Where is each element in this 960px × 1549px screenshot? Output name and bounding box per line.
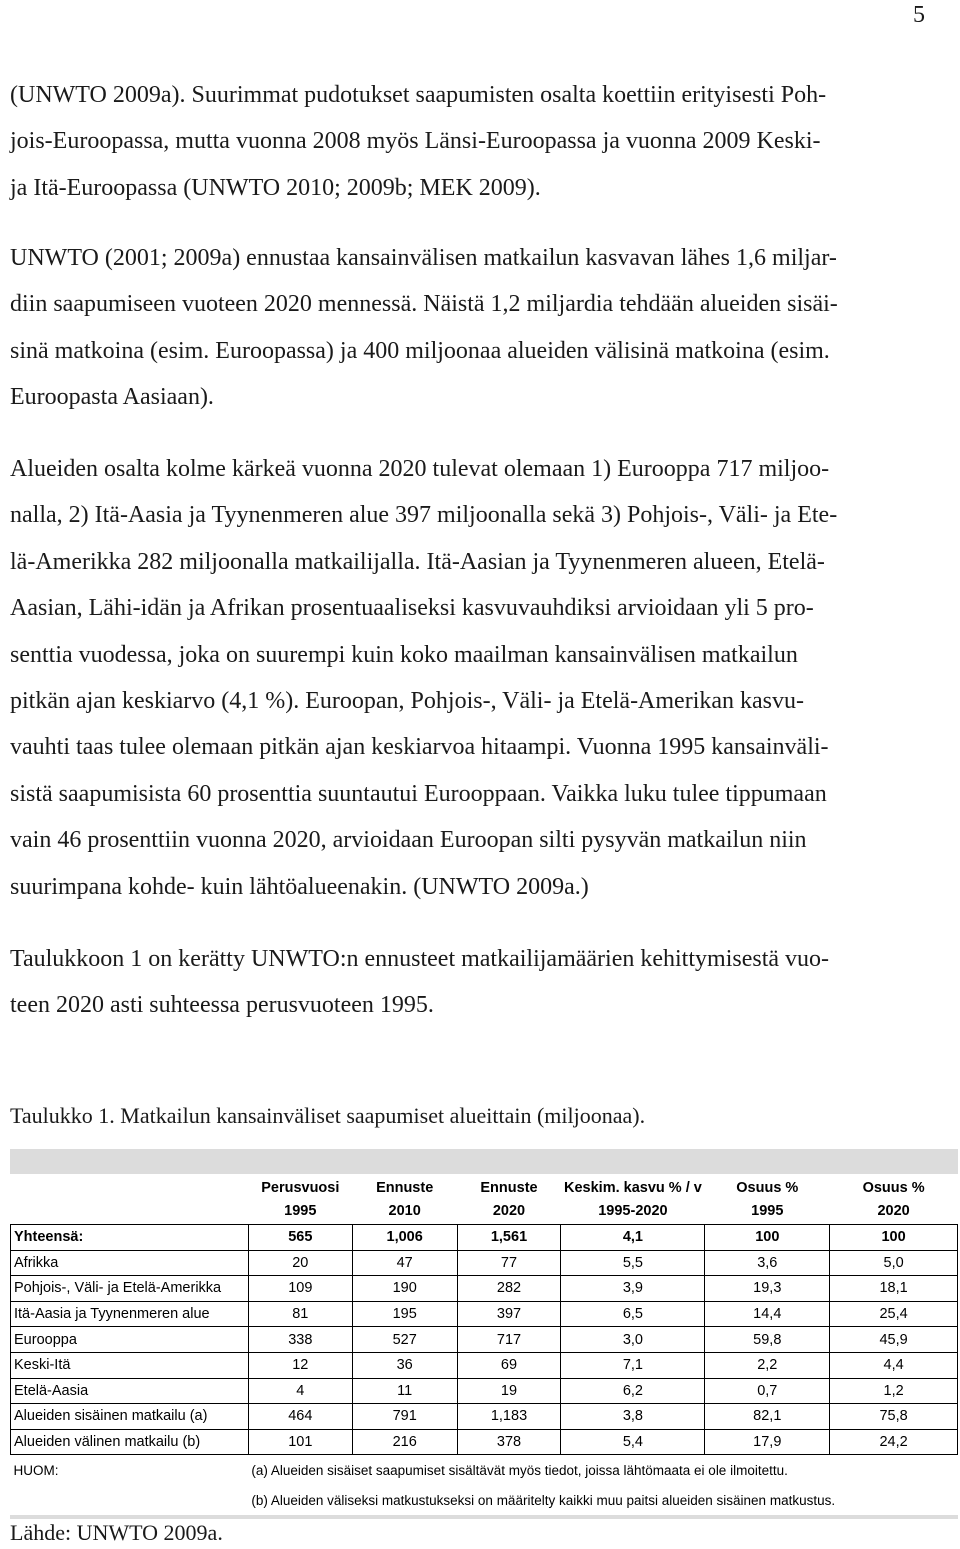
page-number: 5 [913, 2, 925, 28]
table-note: (b) Alueiden väliseksi matkustukseksi on määritelty kaikki muu paitsi alueiden sisäinen matkustus. [251, 1492, 836, 1508]
text-line: jois-Euroopassa, mutta vuonna 2008 myös Länsi-Euroopassa ja vuonna 2009 Keski- [10, 128, 821, 155]
table-cell: 6,5 [561, 1301, 705, 1327]
table-cell: 4,1 [561, 1225, 705, 1251]
column-header: Perusvuosi [261, 1179, 340, 1196]
table-cell: 1,561 [457, 1225, 561, 1251]
table-cell: 82,1 [705, 1404, 830, 1430]
text-line: Taulukkoon 1 on kerätty UNWTO:n ennusteet matkailijamäärien kehittymisestä vuo- [10, 946, 829, 972]
table-cell: 36 [352, 1352, 457, 1378]
table-cell: 101 [248, 1429, 352, 1455]
table-cell: 17,9 [705, 1429, 830, 1455]
table-cell: 1,2 [830, 1378, 958, 1404]
text-line: senttia vuodessa, joka on suurempi kuin koko maailman kansainvälisen matkailun [10, 641, 798, 668]
table-cell: 45,9 [830, 1327, 958, 1353]
table-cell: 2,2 [705, 1352, 830, 1378]
text-line: lä-Amerikka 282 miljoonalla matkailijalla. Itä-Aasian ja Tyynenmeren alueen, Etelä- [10, 548, 825, 575]
table-cell: 565 [248, 1225, 352, 1251]
table-row [11, 1276, 958, 1302]
table-cell: 47 [352, 1250, 457, 1276]
table-row [11, 1352, 958, 1378]
table-cell: 3,0 [561, 1327, 705, 1353]
table-cell: 11 [352, 1378, 457, 1404]
table-cell: 100 [705, 1225, 830, 1251]
table-cell: 5,0 [830, 1250, 958, 1276]
row-label: Alueiden sisäinen matkailu (a) [11, 1404, 249, 1430]
text-line: pitkän ajan keskiarvo (4,1 %). Euroopan, Pohjois-, Väli- ja Etelä-Amerikan kasvu- [10, 688, 805, 715]
paragraph-1 [10, 72, 925, 211]
text-line: vain 46 prosenttiin vuonna 2020, arvioidaan Euroopan silti pysyvän matkailun niin [10, 827, 807, 854]
column-subheader: 2020 [457, 1199, 561, 1225]
table-cell: 25,4 [830, 1301, 958, 1327]
table-cell: 464 [248, 1404, 352, 1430]
table-cell: 19,3 [705, 1276, 830, 1302]
table-cell: 282 [457, 1276, 561, 1302]
column-subheader: 1995-2020 [561, 1199, 705, 1225]
table-cell: 81 [248, 1301, 352, 1327]
table-cell: 75,8 [830, 1404, 958, 1430]
table-cell: 216 [352, 1429, 457, 1455]
text-line: sistä saapumisista 60 prosenttia suuntautui Eurooppaan. Vaikka luku tulee tippumaan [10, 780, 827, 807]
table-row [11, 1378, 958, 1404]
text-line: sinä matkoina (esim. Euroopassa) ja 400 miljoonaa alueiden välisinä matkoina (esim. [10, 337, 830, 364]
note-spacer [11, 1485, 249, 1515]
text-line: Aasian, Lähi-idän ja Afrikan prosentuaaliseksi kasvuvauhdiksi arvioidaan yli 5 pro- [10, 595, 814, 622]
table-cell: 527 [352, 1327, 457, 1353]
paragraph-3 [10, 446, 925, 910]
header-corner [11, 1199, 249, 1225]
table-note: (a) Alueiden sisäiset saapumiset sisältävät myös tiedot, joissa lähtömaata ei ole ilmoitettu. [248, 1455, 957, 1486]
row-label: Pohjois-, Väli- ja Etelä-Amerikka [11, 1276, 249, 1302]
row-label: Keski-Itä [11, 1352, 249, 1378]
text-line: vauhti taas tulee olemaan pitkän ajan keskiarvoa hitaampi. Vuonna 1995 kansainväli- [10, 734, 829, 761]
table-cell: 195 [352, 1301, 457, 1327]
table-cell: 190 [352, 1276, 457, 1302]
table-cell: 397 [457, 1301, 561, 1327]
table-cell: 3,9 [561, 1276, 705, 1302]
header-corner [11, 1174, 249, 1199]
row-label: Yhteensä: [11, 1225, 249, 1251]
column-header: Osuus % [862, 1179, 925, 1196]
table-row [11, 1327, 958, 1353]
table-cell: 20 [248, 1250, 352, 1276]
table-source: Lähde: UNWTO 2009a. [10, 1520, 223, 1545]
text-line: ja Itä-Euroopassa (UNWTO 2010; 2009b; MEK 2009). [10, 174, 541, 201]
table-cell: 717 [457, 1327, 561, 1353]
table-cell: 338 [248, 1327, 352, 1353]
table-row [11, 1301, 958, 1327]
column-header: Ennuste [480, 1179, 538, 1196]
table-row [11, 1404, 958, 1430]
total-row [11, 1225, 958, 1251]
table-cell: 24,2 [830, 1429, 958, 1455]
column-subheader: 1995 [705, 1199, 830, 1225]
table-cell: 4 [248, 1378, 352, 1404]
column-subheader: 1995 [248, 1199, 352, 1225]
text-line: UNWTO (2001; 2009a) ennustaa kansainvälisen matkailun kasvavan lähes 1,6 miljar- [10, 245, 837, 271]
table-cell: 6,2 [561, 1378, 705, 1404]
text-line: (UNWTO 2009a). Suurimmat pudotukset saapumisten osalta koettiin erityisesti Poh- [10, 82, 827, 108]
text-line: nalla, 2) Itä-Aasia ja Tyynenmeren alue 397 miljoonalla sekä 3) Pohjois-, Väli- ja Ete- [10, 502, 838, 529]
header-row [11, 1174, 958, 1199]
column-header: Ennuste [376, 1179, 434, 1196]
note-row [11, 1485, 958, 1515]
table-cell: 14,4 [705, 1301, 830, 1327]
paragraph-2 [10, 235, 925, 421]
column-subheader: 2020 [830, 1199, 958, 1225]
table-cell: 1,006 [352, 1225, 457, 1251]
row-label: Eurooppa [11, 1327, 249, 1353]
table-cell: 12 [248, 1352, 352, 1378]
table-cell: 100 [830, 1225, 958, 1251]
table-cell: 4,4 [830, 1352, 958, 1378]
table-row [11, 1250, 958, 1276]
table-cell: 59,8 [705, 1327, 830, 1353]
text-line: suurimpana kohde- kuin lähtöalueenakin. (UNWTO 2009a.) [10, 873, 589, 900]
table-cell: 18,1 [830, 1276, 958, 1302]
table-cell: 378 [457, 1429, 561, 1455]
table-cell: 109 [248, 1276, 352, 1302]
table-cell: 7,1 [561, 1352, 705, 1378]
table-cell: 19 [457, 1378, 561, 1404]
table-cell: 1,183 [457, 1404, 561, 1430]
column-header: Keskim. kasvu % / v [564, 1179, 702, 1196]
row-label: Itä-Aasia ja Tyynenmeren alue [11, 1301, 249, 1327]
table-cell: 77 [457, 1250, 561, 1276]
paragraph-4 [10, 936, 925, 1029]
text-line: diin saapumiseen vuoteen 2020 mennessä. Näistä 1,2 miljardia tehdään alueiden sisäi- [10, 291, 838, 318]
note-label: HUOM: [11, 1455, 249, 1486]
row-label: Alueiden välinen matkailu (b) [11, 1429, 249, 1455]
text-line: teen 2020 asti suhteessa perusvuoteen 1995. [10, 992, 434, 1019]
table-cell: 0,7 [705, 1378, 830, 1404]
table-cell: 791 [352, 1404, 457, 1430]
table-cell: 5,5 [561, 1250, 705, 1276]
table-row [11, 1429, 958, 1455]
column-subheader: 2010 [352, 1199, 457, 1225]
text-line: Alueiden osalta kolme kärkeä vuonna 2020 tulevat olemaan 1) Eurooppa 717 miljoo- [10, 456, 830, 482]
column-header: Osuus % [736, 1179, 799, 1196]
note-row [11, 1455, 958, 1486]
table-cell: 69 [457, 1352, 561, 1378]
row-label: Afrikka [11, 1250, 249, 1276]
table-cell: 3,6 [705, 1250, 830, 1276]
table-caption: Taulukko 1. Matkailun kansainväliset saapumiset alueittain (miljoonaa). [10, 1103, 646, 1128]
table-cell: 5,4 [561, 1429, 705, 1455]
table-cell: 3,8 [561, 1404, 705, 1430]
row-label: Etelä-Aasia [11, 1378, 249, 1404]
header-row [11, 1199, 958, 1225]
text-line: Euroopasta Aasiaan). [10, 384, 214, 411]
arrivals-table [10, 1174, 958, 1515]
